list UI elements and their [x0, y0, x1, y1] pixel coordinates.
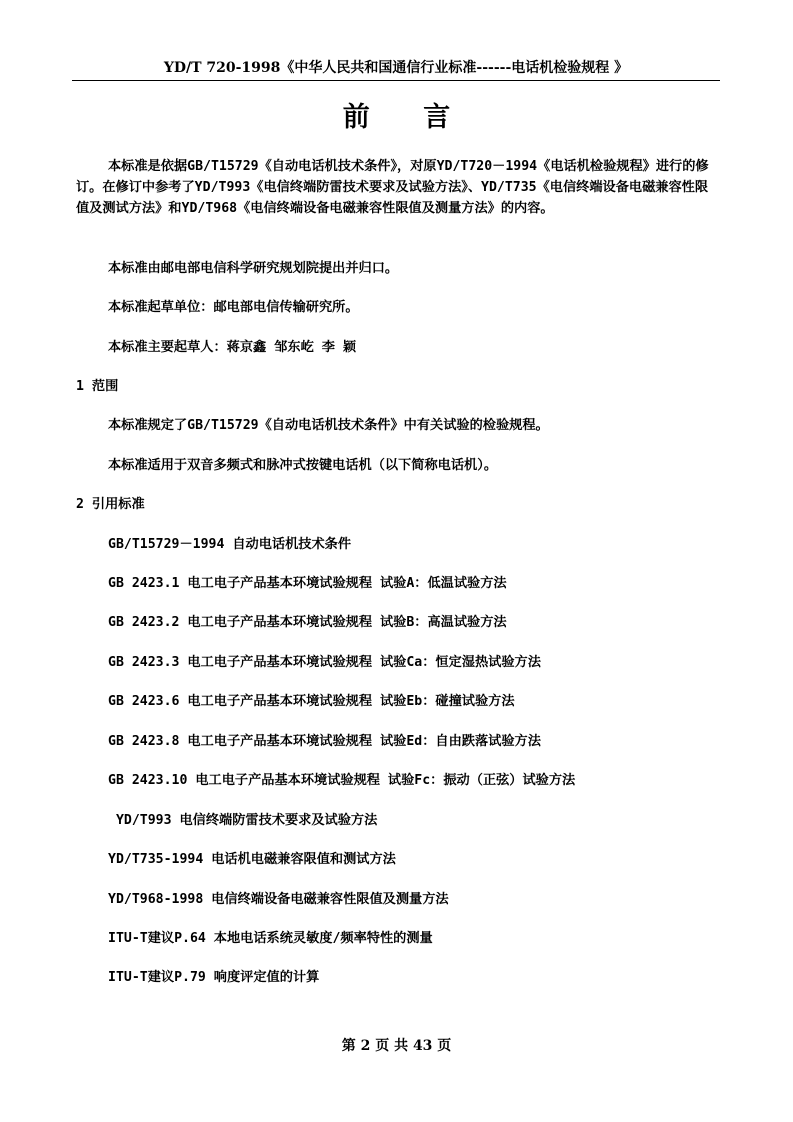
reference-item: GB 2423.8 电工电子产品基本环境试验规程 试验Ed：自由跌落试验方法 — [108, 734, 541, 749]
section-2-heading: 2 引用标准 — [76, 497, 145, 512]
reference-item: GB 2423.1 电工电子产品基本环境试验规程 试验A：低温试验方法 — [108, 576, 507, 591]
reference-item: GB 2423.10 电工电子产品基本环境试验规程 试验Fc：振动（正弦）试验方法 — [108, 773, 576, 788]
reference-item: GB/T15729－1994 自动电话机技术条件 — [108, 537, 352, 552]
section-1-paragraph-2: 本标准适用于双音多频式和脉冲式按键电话机（以下简称电话机）。 — [108, 458, 498, 473]
preface-paragraph-2: 本标准由邮电部电信科学研究规划院提出并归口。 — [108, 261, 399, 276]
page-title: 前 言 — [342, 102, 473, 133]
page-number-footer: 第 2 页 共 43 页 — [341, 1038, 452, 1054]
preface-paragraph-1: 本标准是依据GB/T15729《自动电话机技术条件》，对原YD/T720－1994《电话机检验规程》进行的修订。在修订中参考了YD/T993《电信终端防雷技术要求及试验方法》、YD/T735《电信终端设备电磁兼容性限值及测试方法》和YD/T968《电信终端设备电磁兼容性限值及测量方法》的内容。 — [76, 159, 709, 216]
reference-item: ITU-T建议P.64 本地电话系统灵敏度/频率特性的测量 — [108, 931, 433, 946]
reference-item: YD/T993 电信终端防雷技术要求及试验方法 — [108, 813, 378, 828]
reference-item: ITU-T建议P.79 响度评定值的计算 — [108, 970, 320, 985]
section-1-paragraph-1: 本标准规定了GB/T15729《自动电话机技术条件》中有关试验的检验规程。 — [108, 418, 549, 433]
reference-item: GB 2423.6 电工电子产品基本环境试验规程 试验Eb：碰撞试验方法 — [108, 694, 515, 709]
reference-item: YD/T968-1998 电信终端设备电磁兼容性限值及测量方法 — [108, 892, 449, 907]
preface-paragraph-4: 本标准主要起草人：蒋京鑫 邹东屹 李 颖 — [108, 340, 357, 355]
section-1-heading: 1 范围 — [76, 379, 119, 394]
reference-item: YD/T735-1994 电话机电磁兼容限值和测试方法 — [108, 852, 396, 867]
running-header: YD/T 720-1998《中华人民共和国通信行业标准------电话机检验规程 》 — [163, 60, 629, 76]
reference-item: GB 2423.2 电工电子产品基本环境试验规程 试验B：高温试验方法 — [108, 615, 507, 630]
header-rule — [72, 80, 720, 81]
reference-item: GB 2423.3 电工电子产品基本环境试验规程 试验Ca：恒定湿热试验方法 — [108, 655, 541, 670]
preface-paragraph-3: 本标准起草单位：邮电部电信传输研究所。 — [108, 300, 359, 315]
